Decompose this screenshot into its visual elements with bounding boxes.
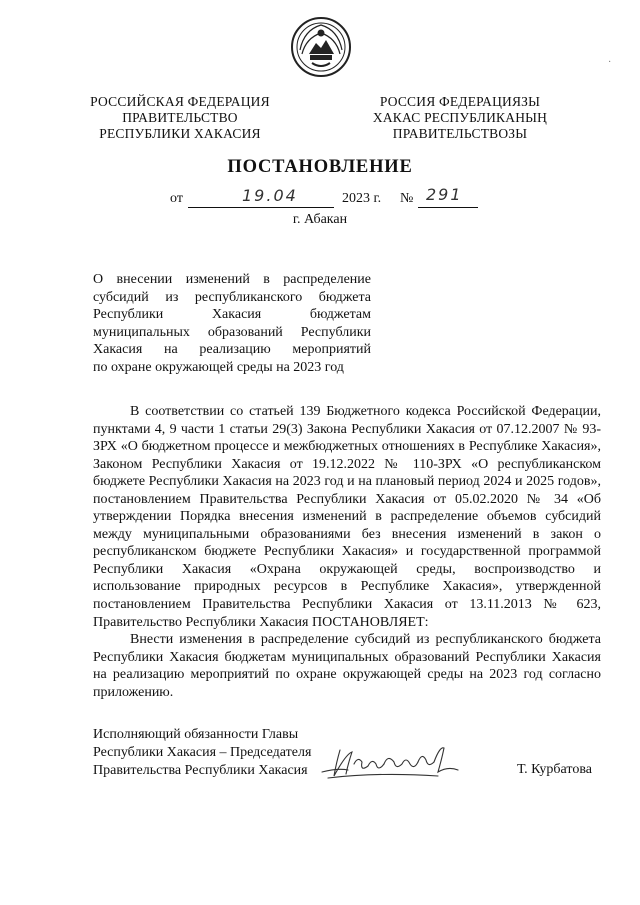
body-paragraph: Внести изменения в распределение субсидий из республиканского бюджета Республики Хакасия бюджетам муниципальных образований Республики Хакасия на реализацию мероприятий по охране окружающей среды на 2023 год согласно приложению. [93,632,601,700]
header-right-line: РОССИЯ ФЕДЕРАЦИЯЗЫ [379,94,541,109]
header-left [80,94,280,142]
subject-line: Хакасия на реализацию мероприятий [93,342,371,358]
number-handwritten: 291 [426,185,463,204]
coat-of-arms-icon [290,16,352,78]
document-subject [93,271,371,377]
header-right-line: ХАКАС РЕСПУБЛИКАНЫҢ [372,110,548,125]
city: г. Абакан [292,212,348,227]
document-body [93,403,601,701]
date-year: 2023 г. [342,191,382,206]
subject-line: О внесении изменений в распределение [93,272,371,287]
header-right [355,94,565,142]
header-left-line: РОССИЙСКАЯ ФЕДЕРАЦИЯ [90,94,270,109]
date-handwritten: 19.04 [242,186,298,205]
header-right-line: ПРАВИТЕЛЬСТВОЗЫ [392,126,528,141]
signatory-title-line: Республики Хакасия – Председателя [93,745,312,760]
signatory-title-line: Исполняющий обязанности Главы [93,727,299,742]
date-prefix: от [170,191,183,206]
header-left-line: ПРАВИТЕЛЬСТВО [122,110,238,125]
scan-mark: · [608,57,612,68]
subject-line: муниципальных образований Республики [93,324,371,340]
body-paragraph: В соответствии со статьей 139 Бюджетного кодекса Российской Федерации, пунктами 4, 9 части 1 статьи 29(3) Закона Республики Хакасия от 07.12.2007 № 93-ЗРХ «О бюджетном процессе и межбюджетных отношениях в Республике Хакасия», Законом Республики Хакасия от 19.12.2022 № 110-ЗРХ «О республиканском бюджете Республики Хакасия на 2023 год и на плановый период 2024 и 2025 годов», постановлением Правительства Республики Хакасия от 05.02.2020 № 34 «Об утверждении Порядка внесения изменений в распределение объемов субсидий между муниципальными образованиями без внесения изменений в закон о республиканском бюджете Республики Хакасия» и государственной программой Республики Хакасия «Охрана окружающей среды, воспроизводство и использование природных ресурсов в Республике Хакасия», утвержденной постановлением Правительства Республики Хакасия от 13.11.2013 № 623, Правительство Республики Хакасия ПОСТАНОВЛЯЕТ: [93,404,601,630]
subject-line: Республики Хакасия бюджетам [93,307,371,323]
subject-line: по охране окружающей среды на 2023 год [93,359,344,375]
document-title: ПОСТАНОВЛЕНИЕ [227,157,413,177]
signer-name: Т. Курбатова [517,762,592,777]
signatory-title-line: Правительства Республики Хакасия [93,763,308,778]
subject-line: субсидий из республиканского бюджета [93,289,371,305]
handwritten-signature [318,742,466,784]
header-left-line: РЕСПУБЛИКИ ХАКАСИЯ [99,126,261,141]
number-label: № [400,191,414,206]
signature-block [93,726,333,780]
